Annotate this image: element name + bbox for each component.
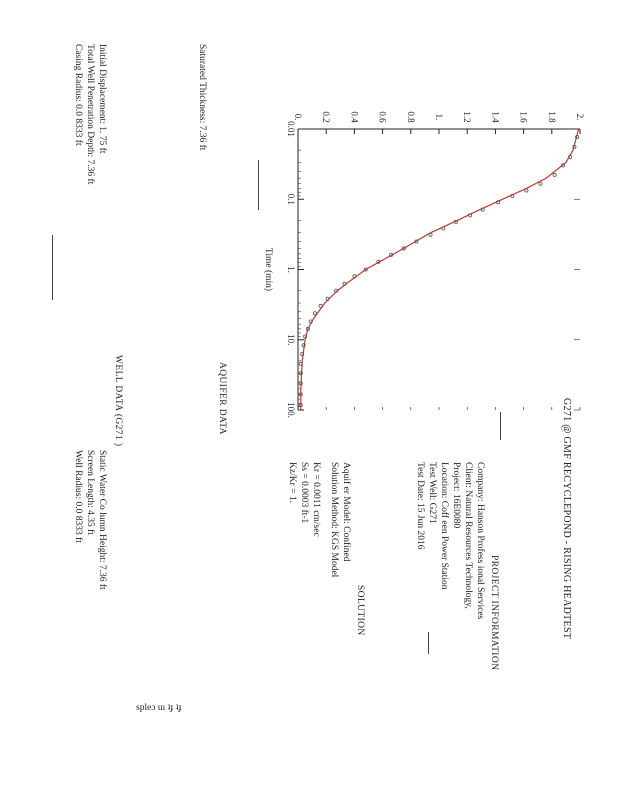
solution-kz-kr: Kz/Kr = 1. <box>287 462 297 503</box>
aquifer-data-heading <box>216 362 228 435</box>
solution-block <box>286 462 352 577</box>
solution-method: Solution Method: KGS Model <box>329 462 339 578</box>
displacement-tick-label: 1. <box>434 113 444 121</box>
displacement-tick-label: 0.8 <box>405 111 416 123</box>
project-company: Company: Hanson Profess ional Services <box>475 462 485 620</box>
displacement-tick-label: 1.8 <box>546 111 557 123</box>
displacement-tick-label: 0. <box>293 113 303 121</box>
solution-heading <box>354 585 366 636</box>
well-divider <box>52 235 53 300</box>
solution-kr: Kr = 0.0011 cm/sec <box>311 462 321 537</box>
observed-point <box>313 312 316 315</box>
project-test-well: Test Well: G271 <box>427 462 437 524</box>
displacement-tick-label: 1.4 <box>490 111 501 123</box>
observed-point <box>319 304 322 307</box>
time-tick-label: 100. <box>286 402 296 418</box>
screen-length: Screen Length: 4.35 ft <box>85 450 95 535</box>
project-divider <box>428 632 429 654</box>
project-location: Location: Coff een Power Station <box>439 462 449 590</box>
displacement-tick-label: 2. <box>575 113 585 121</box>
project-info-heading <box>488 555 500 670</box>
casing-radius: Casing Radius: 0.0 8333 ft <box>73 44 83 146</box>
displacement-tick-label: 1.2 <box>462 111 473 123</box>
well-radius: Well Radius: 0.0 8333 ft <box>73 450 83 543</box>
observed-point <box>429 233 432 236</box>
time-tick-label: 0.01 <box>286 121 296 137</box>
project-info-heading-text: PROJECT INFORMATION <box>489 555 499 671</box>
solution-heading-text: SOLUTION <box>355 585 365 636</box>
time-tick-label: 0.1 <box>286 193 296 205</box>
footer-note <box>136 703 182 713</box>
displacement-tick-label: 1.6 <box>518 111 529 123</box>
project-number: Project: 16E0080 <box>451 462 461 529</box>
aquifer-data-heading-text: AQUIFER DATA <box>217 362 227 435</box>
project-test-date: Test Date: 15 Jun 2016 <box>415 462 425 550</box>
displacement-tick-label: 0.4 <box>349 111 360 123</box>
project-client: Client: Natural Resources Technology, <box>463 462 473 609</box>
total-well-penetration: Total Well Penetration Depth: 7.36 ft <box>85 44 95 185</box>
time-axis-title: Time (min) <box>263 247 273 292</box>
initial-displacement: Initial Displacement: 1. 75 ft <box>97 44 107 154</box>
chart-divider <box>500 412 501 440</box>
observed-point <box>553 173 556 176</box>
solution-ss: Ss = 0.0003 ft-1 <box>299 462 309 524</box>
time-tick-label: 1. <box>286 266 296 273</box>
aquifer-data-block <box>196 44 208 150</box>
displacement-tick-label: 0.6 <box>377 111 388 123</box>
fit-curve <box>301 129 579 410</box>
project-info-block <box>414 462 486 619</box>
well-data-heading-text: WELL DATA (G271 ) <box>113 355 123 447</box>
observed-point <box>525 189 528 192</box>
observed-point <box>539 182 542 185</box>
well-data-heading <box>112 355 124 446</box>
well-data-right <box>72 450 108 590</box>
report-title <box>560 398 572 639</box>
solution-aquifer-model: Aquif er Model: Confined <box>341 462 351 562</box>
footer-note-text: spleɔ uı ʇɟ ʇɟ <box>136 703 182 713</box>
displacement-tick-label: 0.2 <box>321 111 332 123</box>
static-water-column: Static Water Co lumn Height: 7.36 ft <box>97 450 107 590</box>
well-data-left <box>72 44 108 184</box>
report-title-text: G271 @ GMF RECYCLEPOND - RISING HEADTEST <box>561 398 572 640</box>
saturated-thickness: Saturated Thickness: 7.36 ft <box>197 44 207 151</box>
aquifer-divider <box>258 160 259 210</box>
time-tick-label: 10. <box>286 334 296 346</box>
